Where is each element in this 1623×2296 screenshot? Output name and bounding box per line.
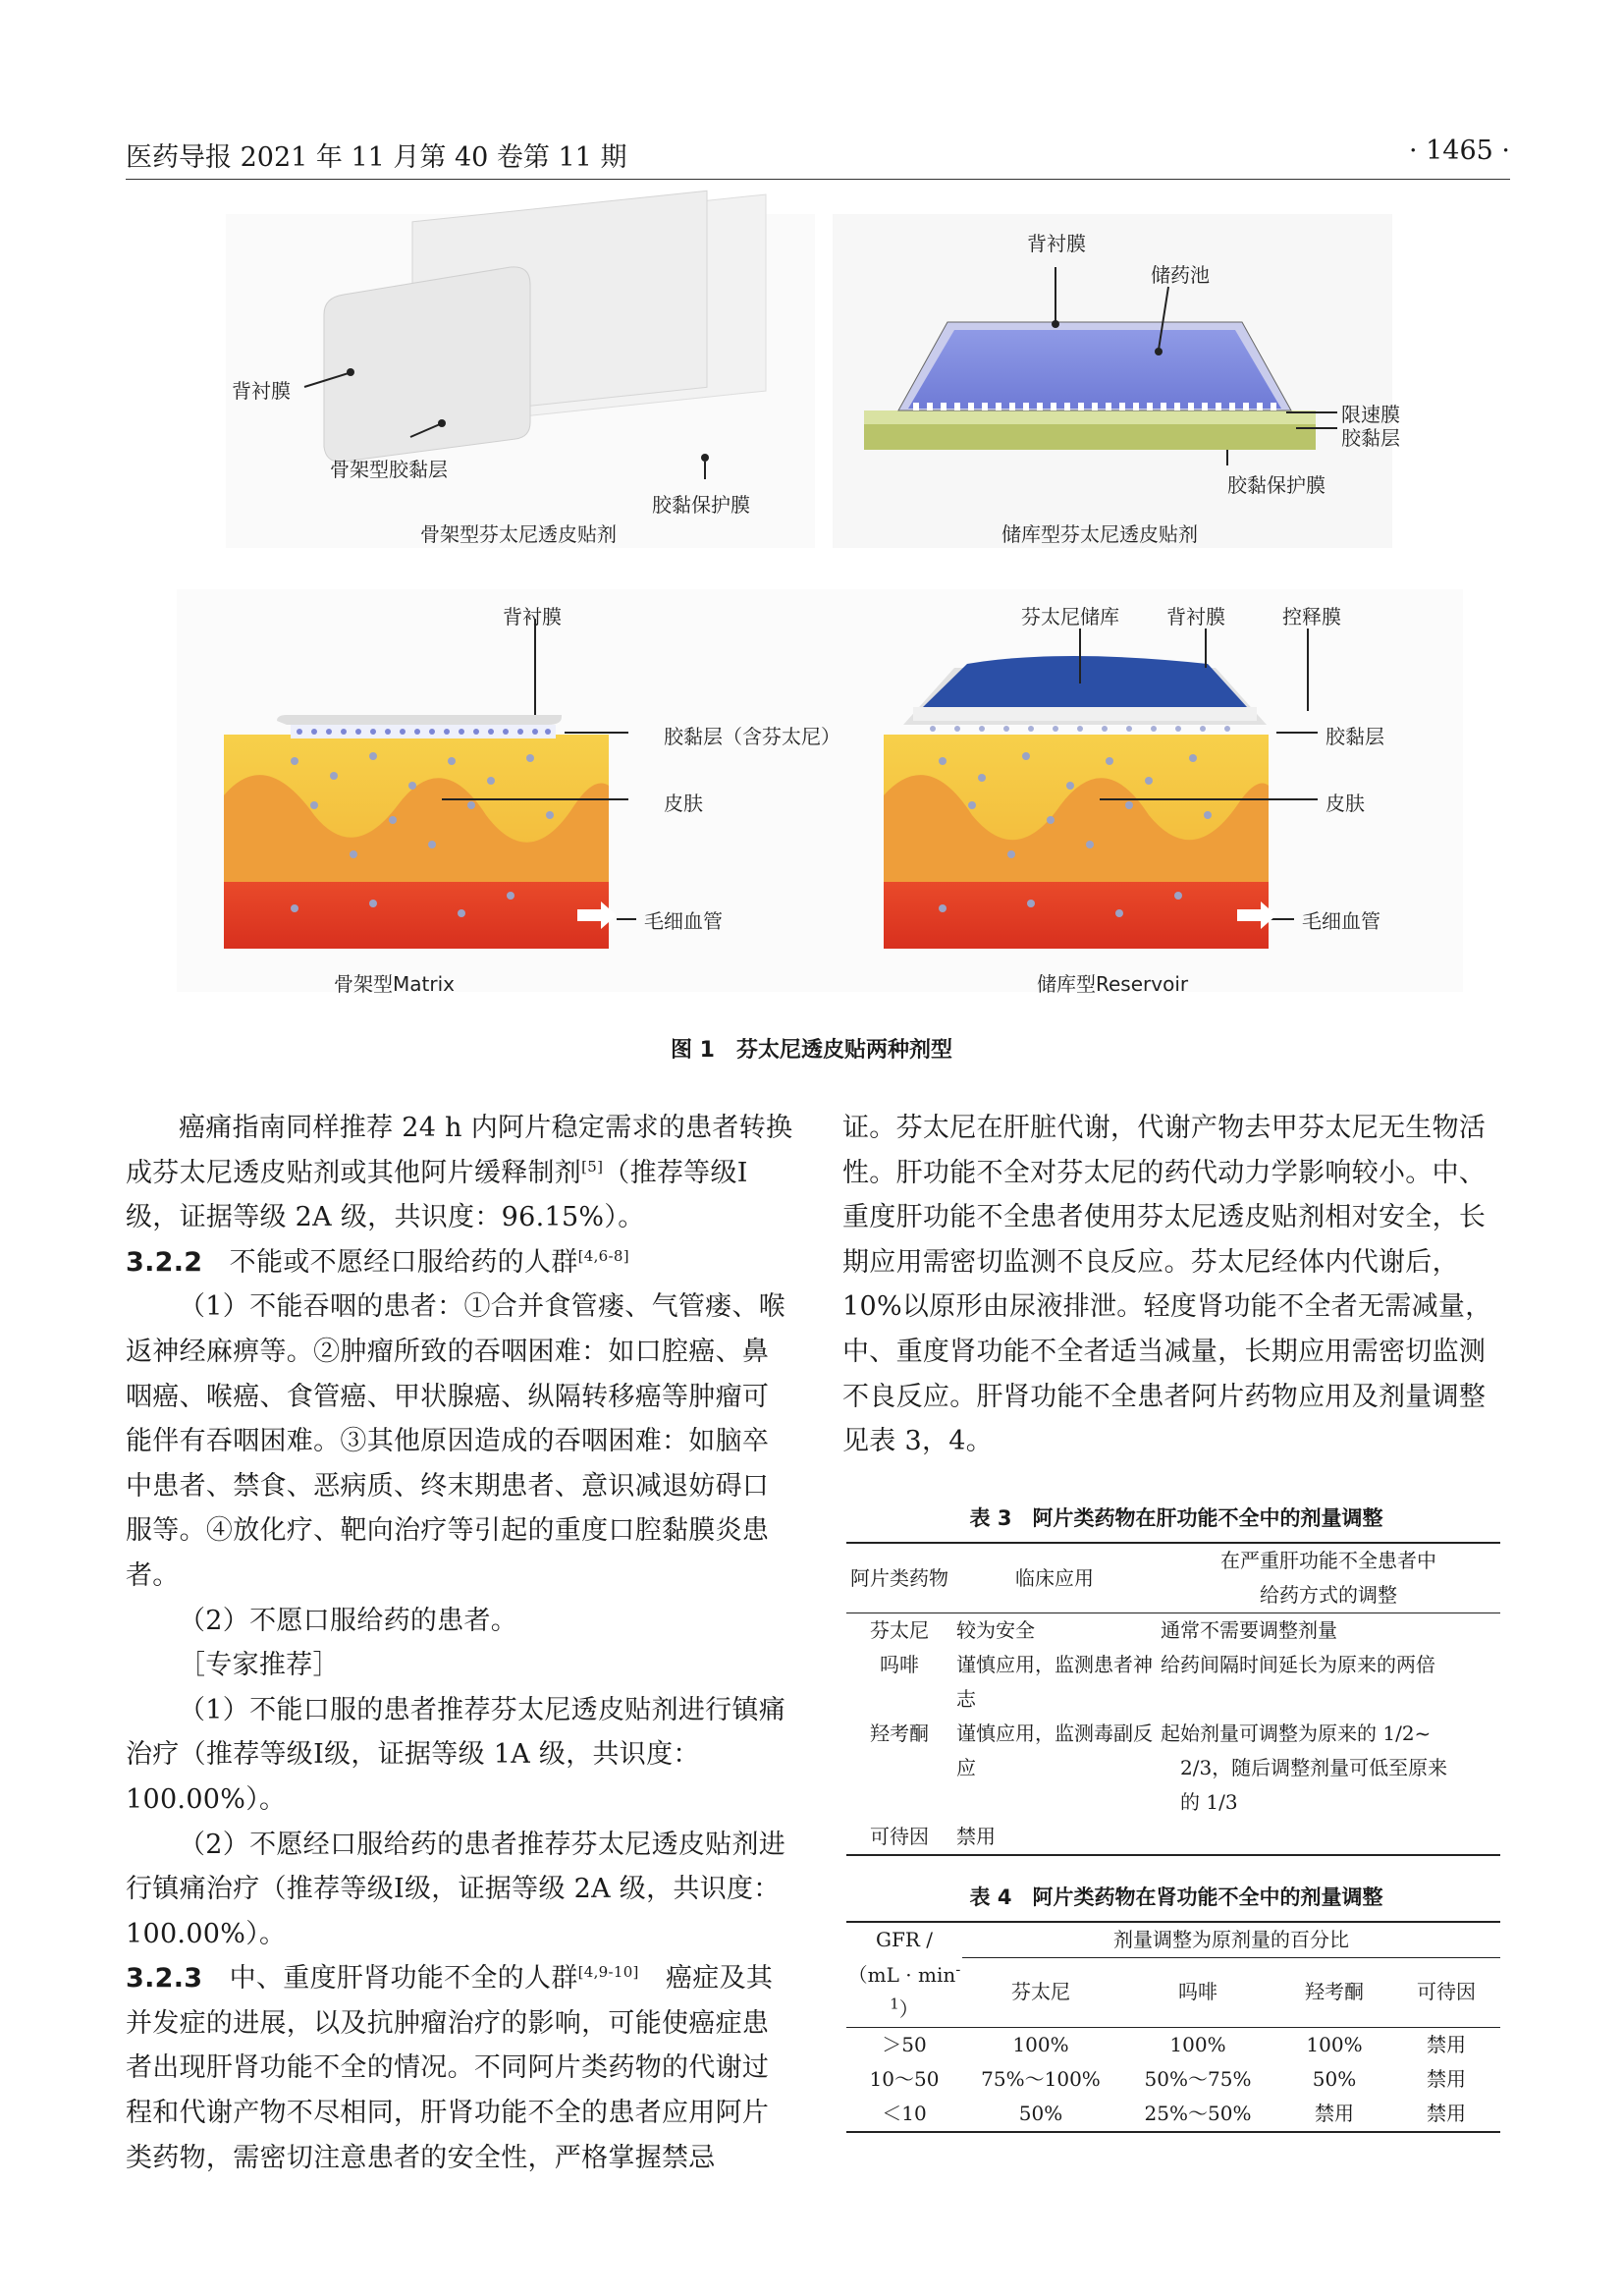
label-release-d: 控释膜 bbox=[1282, 605, 1341, 629]
table-row: 羟考酮 谨慎应用，监测毒副反应 起始剂量可调整为原来的 1/2~ 2/3，随后调整剂量可低至原来 的 1/3 bbox=[870, 1722, 1448, 1814]
paragraph: 证。芬太尼在肝脏代谢，代谢产物去甲芬太尼无生物活性。肝功能不全对芬太尼的药代动力学影响较小。中、重度肝功能不全患者使用芬太尼透皮贴剂相对安全，长期应用需密切监测不良反应。芬太尼经体内代谢后，10%以原形由尿液排泄。轻度肾功能不全者无需减量，中、重度肾功能不全者适当减量，长期应用需密切监测不良反应。肝肾功能不全患者阿片药物应用及剂量调整见表 3，4。 bbox=[842, 1113, 1492, 1457]
table-3 bbox=[846, 1542, 1500, 1856]
paragraph: 癌痛指南同样推荐 24 h 内阿片稳定需求的患者转换成芬太尼透皮贴剂或其他阿片缓释制剂[5]（推荐等级Ⅰ级，证据等级 2A 级，共识度：96.15%）。 bbox=[126, 1113, 793, 1233]
citation: [5] bbox=[581, 1157, 604, 1175]
table-3-title: 表 3 阿片类药物在肝功能不全中的剂量调整 bbox=[969, 1506, 1383, 1530]
table-header: GFR / bbox=[875, 1928, 933, 1952]
page-number: · 1465 · bbox=[1408, 136, 1510, 166]
journal-info: 医药导报 2021 年 11 月第 40 卷第 11 期 bbox=[126, 142, 627, 173]
citation: [4,6-8] bbox=[577, 1246, 629, 1265]
label-reservoir-b: 储药池 bbox=[1151, 263, 1210, 287]
right-column bbox=[842, 1106, 1510, 1464]
left-column bbox=[126, 1106, 793, 2180]
label-adhesive-c: 胶黏层（含芬太尼） bbox=[664, 725, 840, 748]
paragraph: （1）不能口服的患者推荐芬太尼透皮贴剂进行镇痛治疗（推荐等级Ⅰ级，证据等级 1A 级，共识度：100.00%）。 bbox=[126, 1694, 786, 1815]
label-skin-d: 皮肤 bbox=[1325, 792, 1365, 815]
citation: [4,9-10] bbox=[577, 1963, 639, 1982]
label-backing-a: 背衬膜 bbox=[232, 379, 291, 403]
table-4-title: 表 4 阿片类药物在肾功能不全中的剂量调整 bbox=[969, 1886, 1383, 1909]
table-header: 吗啡 bbox=[1178, 1980, 1217, 2004]
label-adhesive-b: 胶黏层 bbox=[1341, 426, 1400, 450]
table-header: 临床应用 bbox=[1015, 1565, 1094, 1590]
label-backing-d: 背衬膜 bbox=[1166, 605, 1225, 629]
label-backing-b: 背衬膜 bbox=[1027, 232, 1086, 255]
table-header: 在严重肝功能不全患者中 给药方式的调整 bbox=[1220, 1549, 1436, 1607]
label-rate-b: 限速膜 bbox=[1341, 403, 1400, 426]
table-header: 羟考酮 bbox=[1305, 1980, 1364, 2004]
expert-recommendation-heading: ［专家推荐］ bbox=[179, 1650, 340, 1681]
paragraph: （2）不愿经口服给药的患者推荐芬太尼透皮贴剂进行镇痛治疗（推荐等级Ⅰ级，证据等级 2A 级，共识度：100.00%）。 bbox=[126, 1829, 786, 1949]
label-skin-c: 皮肤 bbox=[664, 792, 703, 815]
table-header: 可待因 bbox=[1417, 1980, 1476, 2004]
table-header: 阿片类药物 bbox=[850, 1565, 948, 1590]
table-row: ＞50 100% 100% 100% 禁用 bbox=[882, 2032, 1466, 2056]
table-header: 芬太尼 bbox=[1011, 1980, 1070, 2004]
label-adhesive-a: 骨架型胶黏层 bbox=[330, 458, 448, 481]
figure-title: 图 1 芬太尼透皮贴两种剂型 bbox=[671, 1038, 952, 1063]
label-liner-a: 胶黏保护膜 bbox=[652, 493, 750, 517]
table-row: 吗啡 谨慎应用，监测患者神志 给药间隔时间延长为原来的两倍 bbox=[880, 1653, 1435, 1711]
caption-matrix-skin: 骨架型Matrix bbox=[334, 972, 455, 996]
section-heading-323: 3.2.3 中、重度肝肾功能不全的人群[4,9-10] 癌症及其并发症的进展，以及抗肿瘤治疗的影响，可能使癌症患者出现肝肾功能不全的情况。不同阿片类药物的代谢过程和代谢产物不尽相同，肝肾功能不全的患者应用阿片类药物，需密切注意患者的安全性，严格掌握禁忌 bbox=[126, 1963, 774, 2173]
paragraph: （1）不能吞咽的患者：①合并食管瘘、气管瘘、喉返神经麻痹等。②肿瘤所致的吞咽困难：如口腔癌、鼻咽癌、喉癌、食管癌、甲状腺癌、纵隔转移癌等肿瘤可能伴有吞咽困难。③其他原因造成的吞咽困难：如脑卒中患者、禁食、恶病质、终末期患者、意识减退妨碍口服等。④放化疗、靶向治疗等引起的重度口腔黏膜炎患者。 bbox=[126, 1291, 786, 1591]
caption-reservoir-patch: 储库型芬太尼透皮贴剂 bbox=[1001, 522, 1198, 546]
label-adhesive-d: 胶黏层 bbox=[1325, 725, 1384, 748]
caption-reservoir-skin: 储库型Reservoir bbox=[1037, 972, 1189, 996]
table-row: ＜10 50% 25%～50% 禁用 禁用 bbox=[846, 2097, 1500, 2132]
table-row: 芬太尼 较为安全 通常不需要调整剂量 bbox=[870, 1618, 1337, 1642]
table-4 bbox=[846, 1921, 1500, 2133]
label-capillary-d: 毛细血管 bbox=[1302, 909, 1380, 933]
label-reservoir-d: 芬太尼储库 bbox=[1021, 605, 1119, 629]
table-header: $(mL \cdot \min^{-1})$ bbox=[847, 1959, 961, 2021]
section-heading-322: 3.2.2 不能或不愿经口服给药的人群[4,6-8] bbox=[126, 1246, 629, 1278]
table-row: 可待因 禁用 bbox=[846, 1820, 1500, 1855]
table-header: 剂量调整为原剂量的百分比 bbox=[962, 1922, 1500, 1958]
figure-1 bbox=[0, 0, 1623, 1080]
caption-matrix-patch: 骨架型芬太尼透皮贴剂 bbox=[420, 522, 617, 546]
table-row: 10～50 75%～100% 50%～75% 50% 禁用 bbox=[869, 2066, 1466, 2091]
label-backing-c: 背衬膜 bbox=[503, 605, 562, 629]
label-capillary-c: 毛细血管 bbox=[644, 909, 723, 933]
label-liner-b: 胶黏保护膜 bbox=[1227, 473, 1325, 497]
paragraph: （2）不愿口服给药的患者。 bbox=[179, 1605, 518, 1636]
